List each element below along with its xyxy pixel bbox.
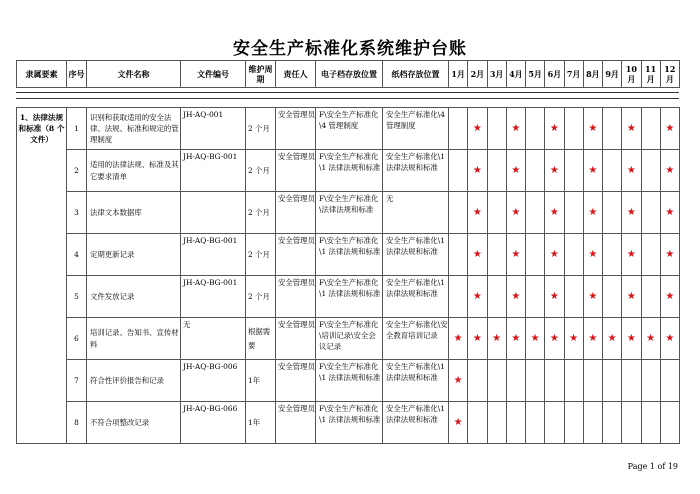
star-icon: ★ (626, 290, 636, 302)
star-icon: ★ (492, 332, 502, 344)
file-name-cell: 不符合项整改记录 (87, 402, 181, 444)
month-cell (449, 150, 468, 192)
electronic-location-cell: F\安全生产标准化\1 法律法规和标准 (316, 234, 383, 276)
month-cell (468, 150, 487, 192)
month-cell (564, 276, 583, 318)
month-cell (487, 192, 506, 234)
month-cell (526, 108, 545, 150)
month-cell (468, 318, 487, 360)
electronic-location-cell: F\安全生产标准化\1 法律法规和标准 (316, 402, 383, 444)
paper-location-cell: 安全生产标准化\1 法律法规和标准 (383, 234, 449, 276)
period-cell: 2 个月 (246, 276, 276, 318)
file-name-cell: 定期更新记录 (87, 234, 181, 276)
paper-location-cell: 无 (383, 192, 449, 234)
month-cell (622, 318, 641, 360)
star-icon: ★ (646, 332, 656, 344)
table-row (17, 150, 680, 192)
month-cell (468, 234, 487, 276)
header-month: 5月 (526, 61, 545, 88)
file-name-cell: 法律文本数据库 (87, 192, 181, 234)
month-cell (506, 276, 525, 318)
month-cell (449, 402, 468, 444)
divider-line (16, 92, 679, 93)
month-cell (564, 360, 583, 402)
star-icon: ★ (472, 122, 482, 134)
page-number: Page 1 of 19 (627, 462, 678, 471)
table-row (17, 402, 680, 444)
month-cell (622, 402, 641, 444)
month-cell (526, 276, 545, 318)
star-icon: ★ (626, 248, 636, 260)
star-icon: ★ (588, 206, 598, 218)
month-cell (603, 402, 622, 444)
header-responsible: 责任人 (276, 61, 316, 88)
month-cell (660, 150, 679, 192)
seq-cell: 4 (67, 234, 87, 276)
month-cell (526, 318, 545, 360)
paper-location-cell: 安全生产标准化\安全教育培训记录 (383, 318, 449, 360)
file-code-cell: JH-AQ-BG-066 (181, 402, 246, 444)
month-cell (622, 276, 641, 318)
header-category: 隶属要素 (17, 61, 67, 88)
seq-cell: 2 (67, 150, 87, 192)
month-cell (468, 192, 487, 234)
electronic-location-cell: F\安全生产标准化\培训记录\安全会议记录 (316, 318, 383, 360)
star-icon: ★ (511, 332, 521, 344)
responsible-cell: 安全管理员 (276, 234, 316, 276)
month-cell (641, 360, 660, 402)
month-cell (564, 108, 583, 150)
star-icon: ★ (588, 164, 598, 176)
file-code-cell: JH-AQ-001 (181, 108, 246, 150)
table-row (17, 234, 680, 276)
header-file-code: 文件编号 (181, 61, 246, 88)
month-cell (583, 360, 602, 402)
month-cell (506, 402, 525, 444)
month-cell (603, 150, 622, 192)
table-row (17, 108, 680, 150)
month-cell (583, 192, 602, 234)
month-cell (449, 360, 468, 402)
header-seq: 序号 (67, 61, 87, 88)
star-icon: ★ (472, 206, 482, 218)
month-cell (583, 318, 602, 360)
month-cell (583, 276, 602, 318)
star-icon: ★ (511, 164, 521, 176)
month-cell (487, 360, 506, 402)
star-icon: ★ (453, 416, 463, 428)
month-cell (449, 234, 468, 276)
month-cell (506, 108, 525, 150)
star-icon: ★ (530, 332, 540, 344)
month-cell (545, 402, 564, 444)
period-cell: 1年 (246, 360, 276, 402)
star-icon: ★ (511, 206, 521, 218)
month-cell (660, 192, 679, 234)
star-icon: ★ (549, 248, 559, 260)
header-period: 维护周期 (246, 61, 276, 88)
header-month: 10月 (622, 61, 641, 88)
month-cell (603, 108, 622, 150)
responsible-cell: 安全管理员 (276, 360, 316, 402)
header-month: 12月 (660, 61, 679, 88)
header-month: 7月 (564, 61, 583, 88)
star-icon: ★ (588, 248, 598, 260)
file-name-cell: 适用的法律法规、标准及其它要求清单 (87, 150, 181, 192)
star-icon: ★ (665, 248, 675, 260)
month-cell (545, 150, 564, 192)
file-code-cell: JH-AQ-BG-001 (181, 234, 246, 276)
month-cell (487, 150, 506, 192)
month-cell (603, 234, 622, 276)
month-cell (545, 192, 564, 234)
star-icon: ★ (472, 290, 482, 302)
star-icon: ★ (549, 164, 559, 176)
month-cell (545, 318, 564, 360)
month-cell (583, 108, 602, 150)
file-code-cell: JH-AQ-BG-006 (181, 360, 246, 402)
month-cell (487, 276, 506, 318)
star-icon: ★ (511, 248, 521, 260)
star-icon: ★ (569, 332, 579, 344)
star-icon: ★ (453, 374, 463, 386)
header-table (16, 60, 680, 88)
month-cell (564, 318, 583, 360)
month-cell (449, 108, 468, 150)
star-icon: ★ (511, 290, 521, 302)
month-cell (468, 108, 487, 150)
responsible-cell: 安全管理员 (276, 150, 316, 192)
month-cell (641, 276, 660, 318)
star-icon: ★ (588, 122, 598, 134)
month-cell (603, 192, 622, 234)
month-cell (622, 234, 641, 276)
month-cell (603, 276, 622, 318)
month-cell (506, 150, 525, 192)
star-icon: ★ (472, 164, 482, 176)
month-cell (545, 234, 564, 276)
month-cell (564, 234, 583, 276)
star-icon: ★ (453, 332, 463, 344)
star-icon: ★ (665, 122, 675, 134)
month-cell (660, 234, 679, 276)
header-electronic: 电子档存放位置 (316, 61, 383, 88)
month-cell (660, 276, 679, 318)
electronic-location-cell: F\安全生产标准化\法律法规和标准 (316, 192, 383, 234)
month-cell (603, 360, 622, 402)
month-cell (526, 360, 545, 402)
file-name-cell: 培训记录、告知书、宣传材料 (87, 318, 181, 360)
star-icon: ★ (549, 206, 559, 218)
file-name-cell: 文件发放记录 (87, 276, 181, 318)
header-month: 4月 (506, 61, 525, 88)
paper-location-cell: 安全生产标准化\1 法律法规和标准 (383, 360, 449, 402)
file-code-cell: JH-AQ-BG-001 (181, 150, 246, 192)
header-paper: 纸档存放位置 (383, 61, 449, 88)
responsible-cell: 安全管理员 (276, 402, 316, 444)
month-cell (660, 318, 679, 360)
paper-location-cell: 安全生产标准化\1 法律法规和标准 (383, 402, 449, 444)
page-title: 安全生产标准化系统维护台账 (233, 39, 467, 59)
responsible-cell: 安全管理员 (276, 276, 316, 318)
file-name-cell: 识别和获取适用的安全法律、法规、标准和规定的管理制度 (87, 108, 181, 150)
star-icon: ★ (626, 206, 636, 218)
month-cell (660, 360, 679, 402)
month-cell (622, 108, 641, 150)
month-cell (641, 192, 660, 234)
header-month: 6月 (545, 61, 564, 88)
month-cell (449, 318, 468, 360)
divider-line (16, 98, 679, 99)
star-icon: ★ (588, 290, 598, 302)
star-icon: ★ (549, 332, 559, 344)
month-cell (449, 276, 468, 318)
month-cell (526, 192, 545, 234)
month-cell (660, 108, 679, 150)
month-cell (641, 108, 660, 150)
star-icon: ★ (626, 164, 636, 176)
category-cell: 1、法律法规和标准（8 个文件） (17, 108, 67, 444)
star-icon: ★ (626, 122, 636, 134)
table-row (17, 192, 680, 234)
month-cell (583, 234, 602, 276)
star-icon: ★ (549, 122, 559, 134)
month-cell (603, 318, 622, 360)
paper-location-cell: 安全生产标准化\4 管理制度 (383, 108, 449, 150)
period-cell: 2 个月 (246, 108, 276, 150)
period-cell: 2 个月 (246, 234, 276, 276)
month-cell (622, 150, 641, 192)
month-cell (449, 192, 468, 234)
responsible-cell: 安全管理员 (276, 318, 316, 360)
month-cell (641, 234, 660, 276)
header-month: 1月 (449, 61, 468, 88)
header-month: 2月 (468, 61, 487, 88)
month-cell (468, 360, 487, 402)
electronic-location-cell: F\安全生产标准化\1 法律法规和标准 (316, 150, 383, 192)
header-file-name: 文件名称 (87, 61, 181, 88)
header-month: 11月 (641, 61, 660, 88)
month-cell (564, 402, 583, 444)
month-cell (583, 402, 602, 444)
star-icon: ★ (511, 122, 521, 134)
header-month: 9月 (603, 61, 622, 88)
star-icon: ★ (665, 206, 675, 218)
file-code-cell: 无 (181, 318, 246, 360)
month-cell (487, 234, 506, 276)
month-cell (641, 402, 660, 444)
header-month: 3月 (487, 61, 506, 88)
seq-cell: 1 (67, 108, 87, 150)
month-cell (506, 360, 525, 402)
table-row (17, 276, 680, 318)
electronic-location-cell: F\安全生产标准化\4 管理制度 (316, 108, 383, 150)
star-icon: ★ (549, 290, 559, 302)
file-code-cell: JH-AQ-BG-001 (181, 276, 246, 318)
month-cell (506, 192, 525, 234)
month-cell (545, 276, 564, 318)
table-row (17, 360, 680, 402)
month-cell (526, 402, 545, 444)
month-cell (622, 360, 641, 402)
star-icon: ★ (665, 332, 675, 344)
table-row (17, 318, 680, 360)
period-cell: 1年 (246, 402, 276, 444)
seq-cell: 7 (67, 360, 87, 402)
star-icon: ★ (607, 332, 617, 344)
period-cell: 2 个月 (246, 192, 276, 234)
month-cell (468, 276, 487, 318)
star-icon: ★ (665, 164, 675, 176)
month-cell (660, 402, 679, 444)
month-cell (487, 318, 506, 360)
seq-cell: 5 (67, 276, 87, 318)
seq-cell: 6 (67, 318, 87, 360)
seq-cell: 3 (67, 192, 87, 234)
star-icon: ★ (472, 332, 482, 344)
paper-location-cell: 安全生产标准化\1 法律法规和标准 (383, 150, 449, 192)
month-cell (526, 234, 545, 276)
month-cell (583, 150, 602, 192)
header-month: 8月 (583, 61, 602, 88)
month-cell (487, 108, 506, 150)
month-cell (641, 150, 660, 192)
file-code-cell (181, 192, 246, 234)
electronic-location-cell: F\安全生产标准化\1 法律法规和标准 (316, 276, 383, 318)
month-cell (564, 192, 583, 234)
star-icon: ★ (665, 290, 675, 302)
responsible-cell: 安全管理员 (276, 192, 316, 234)
period-cell: 2 个月 (246, 150, 276, 192)
month-cell (487, 402, 506, 444)
month-cell (622, 192, 641, 234)
month-cell (506, 234, 525, 276)
month-cell (545, 108, 564, 150)
file-name-cell: 符合性评价报告和记录 (87, 360, 181, 402)
responsible-cell: 安全管理员 (276, 108, 316, 150)
month-cell (526, 150, 545, 192)
ledger-table (16, 107, 680, 444)
star-icon: ★ (626, 332, 636, 344)
month-cell (545, 360, 564, 402)
month-cell (564, 150, 583, 192)
paper-location-cell: 安全生产标准化\1 法律法规和标准 (383, 276, 449, 318)
month-cell (506, 318, 525, 360)
star-icon: ★ (472, 248, 482, 260)
period-cell: 根据需要 (246, 318, 276, 360)
month-cell (468, 402, 487, 444)
electronic-location-cell: F\安全生产标准化\1 法律法规和标准 (316, 360, 383, 402)
month-cell (641, 318, 660, 360)
star-icon: ★ (588, 332, 598, 344)
seq-cell: 8 (67, 402, 87, 444)
